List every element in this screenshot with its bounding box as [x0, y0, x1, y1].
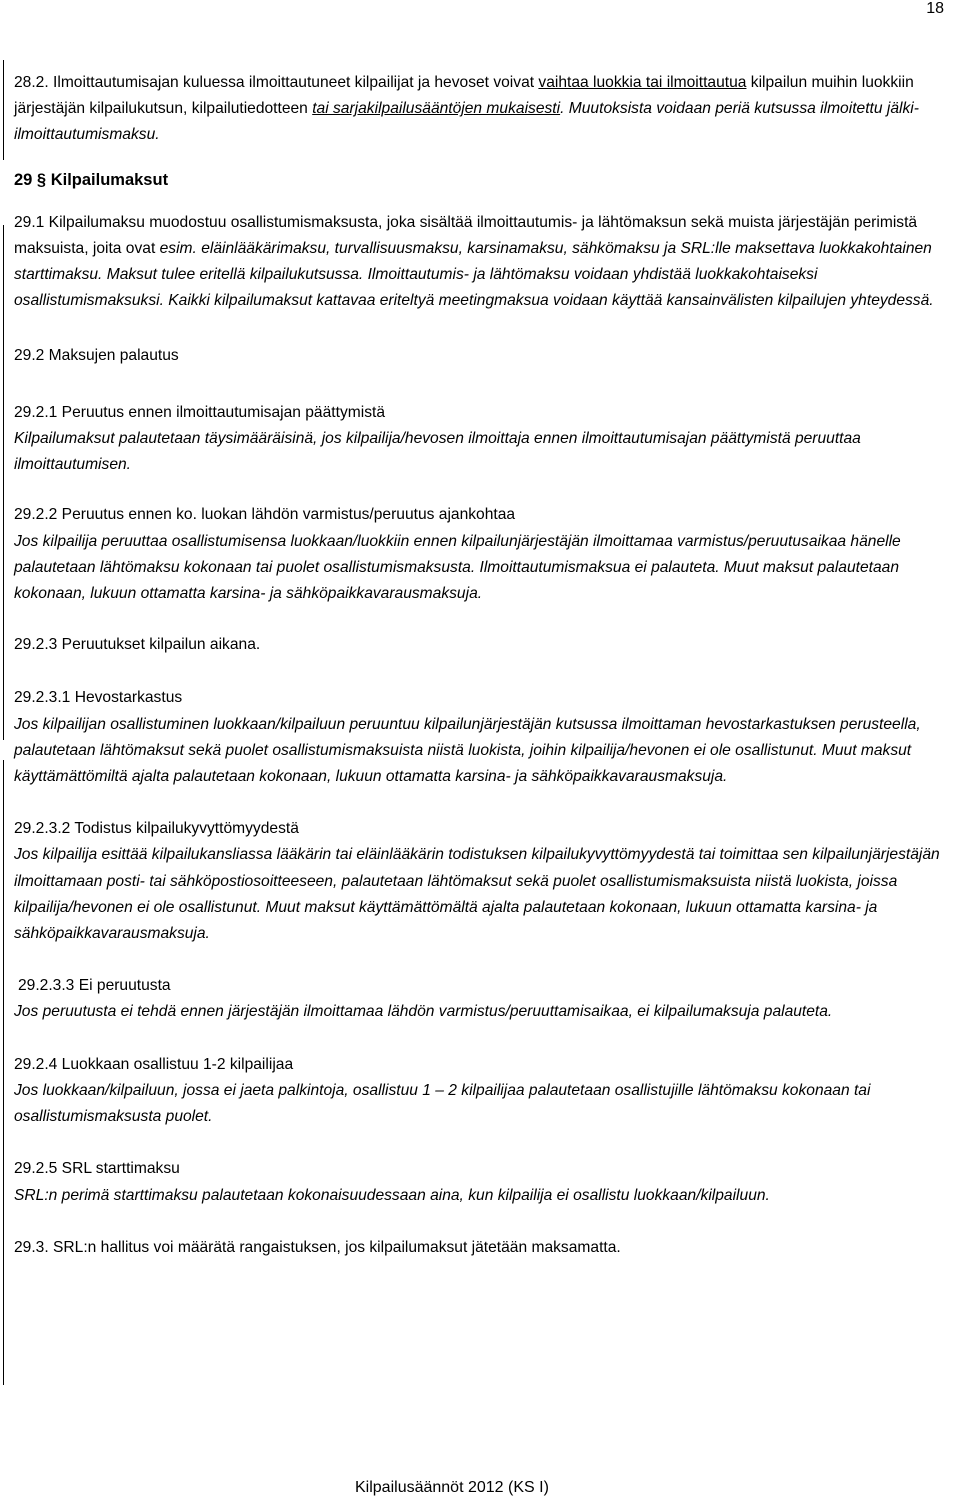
- body-29-2-3-3: Jos peruutusta ei tehdä ennen järjestäjän ilmoittamaa lähdön varmistus/peruuttamisaikaa, ei kilpailumaksuja palauteta.: [14, 1003, 833, 1021]
- subheading-29-2-5: 29.2.5 SRL starttimaksu: [14, 1160, 180, 1178]
- section-heading-29: 29 § Kilpailumaksut: [14, 170, 169, 189]
- subheading-29-2-3-3: 29.2.3.3 Ei peruutusta: [18, 977, 171, 995]
- paragraph-29-3: 29.3. SRL:n hallitus voi määrätä rangaistuksen, jos kilpailumaksut jätetään maksamatta.: [14, 1238, 621, 1256]
- paragraph-29-1: 29.1 Kilpailumaksu muodostuu osallistumismaksusta, joka sisältää ilmoittautumis- ja lähtömaksun sekä muista järjestäjän perimistä maksuista, joita ovat esim. eläinlääkärimaksu, turvallisuusmaksu, karsinamaksu, sähkömaksu ja SRL:lle maksettava luokkakohtainen starttimaksu. Maksut tulee eritellä kilpailukutsussa. Ilmoittautumis- ja lähtömaksu voidaan yhdistää luokkakohtaiseksi osallistumismaksuksi. Kaikki kilpailumaksut kattavaa eriteltyä meetingmaksua voidaan käyttää kansainvälisten kilpailujen yhteydessä.: [14, 213, 934, 310]
- paragraph-28-2: 28.2. Ilmoittautumisajan kuluessa ilmoittautuneet kilpailijat ja hevoset voivat vaihtaa luokkia tai ilmoittautua kilpailun muihin luokkiin järjestäjän kilpailukutsun, kilpailutiedotteen tai sarjakilpailusääntöjen mukaisesti. Muutoksista voidaan periä kutsussa ilmoitettu jälki-ilmoittautumismaksu.: [14, 74, 919, 144]
- body-29-2-1: Kilpailumaksut palautetaan täysimääräisinä, jos kilpailija/hevosen ilmoittaja ennen ilmoittautumisajan päättymistä peruuttaa ilmoittautumisen.: [14, 430, 861, 474]
- subheading-29-2-1: 29.2.1 Peruutus ennen ilmoittautumisajan päättymistä: [14, 403, 385, 421]
- page-number: 18: [926, 0, 944, 17]
- document-body: [14, 70, 952, 1261]
- body-29-2-3-1: Jos kilpailijan osallistuminen luokkaan/kilpailuun peruuntuu kilpailunjärjestäjän kutsussa ilmoittaman hevostarkastuksen perusteella, palautetaan lähtömaksut sekä puolet osallistumismaksuista niistä luokista, joihin kilpailija/hevonen ei ole osallistunut. Muut maksut käyttämättömiltä ajalta palautetaan kokonaan, lukuun ottamatta karsina- ja sähköpaikkavarausmaksuja.: [14, 715, 921, 786]
- body-29-2-5: SRL:n perimä starttimaksu palautetaan kokonaisuudessaan aina, kun kilpailija ei osallistu luokkaan/kilpailuun.: [14, 1186, 770, 1204]
- subheading-29-2-2: 29.2.2 Peruutus ennen ko. luokan lähdön varmistus/peruutus ajankohtaa: [14, 506, 516, 524]
- change-bar: [3, 225, 4, 740]
- subheading-29-2: 29.2 Maksujen palautus: [14, 346, 179, 364]
- subheading-29-2-3-2: 29.2.3.2 Todistus kilpailukyvyttömyydestä: [14, 820, 299, 838]
- body-29-2-2: Jos kilpailija peruuttaa osallistumisensa luokkaan/luokkiin ennen kilpailunjärjestäjän ilmoittamaa varmistus/peruutusaikaa hänelle palautetaan lähtömaksu kokonaan tai puolet osallistumismaksusta. Ilmoittautumismaksua ei palauteta. Muut maksut palautetaan kokonaan, lukuun ottamatta karsina- ja sähköpaikkavarausmaksuja.: [14, 532, 901, 603]
- change-bar: [3, 60, 4, 160]
- subheading-29-2-3: 29.2.3 Peruutukset kilpailun aikana.: [14, 636, 261, 654]
- page-footer: Kilpailusäännöt 2012 (KS I): [355, 1479, 549, 1496]
- subheading-29-2-4: 29.2.4 Luokkaan osallistuu 1-2 kilpailijaa: [14, 1055, 294, 1073]
- change-bar: [3, 760, 4, 1385]
- body-29-2-4: Jos luokkaan/kilpailuun, jossa ei jaeta palkintoja, osallistuu 1 – 2 kilpailijaa palautetaan osallistujille lähtömaksu kokonaan tai osallistumismaksusta puolet.: [14, 1081, 871, 1126]
- subheading-29-2-3-1: 29.2.3.1 Hevostarkastus: [14, 689, 183, 707]
- body-29-2-3-2: Jos kilpailija esittää kilpailukansliassa lääkärin tai eläinlääkärin todistuksen kilpailukyvyttömyydestä tai toimittaa sen kilpailunjärjestäjän ilmoittamaan posti- tai sähköpostiosoitteeseen, palautetaan lähtömaksut sekä puolet osallistumismaksuista niistä luokista, joissa kilpailija/hevonen ei ole osallistunut. Muut maksut käyttämättömältä ajalta palautetaan kokonaan, lukuun ottamatta karsina- ja sähköpaikkavarausmaksuja.: [14, 846, 940, 943]
